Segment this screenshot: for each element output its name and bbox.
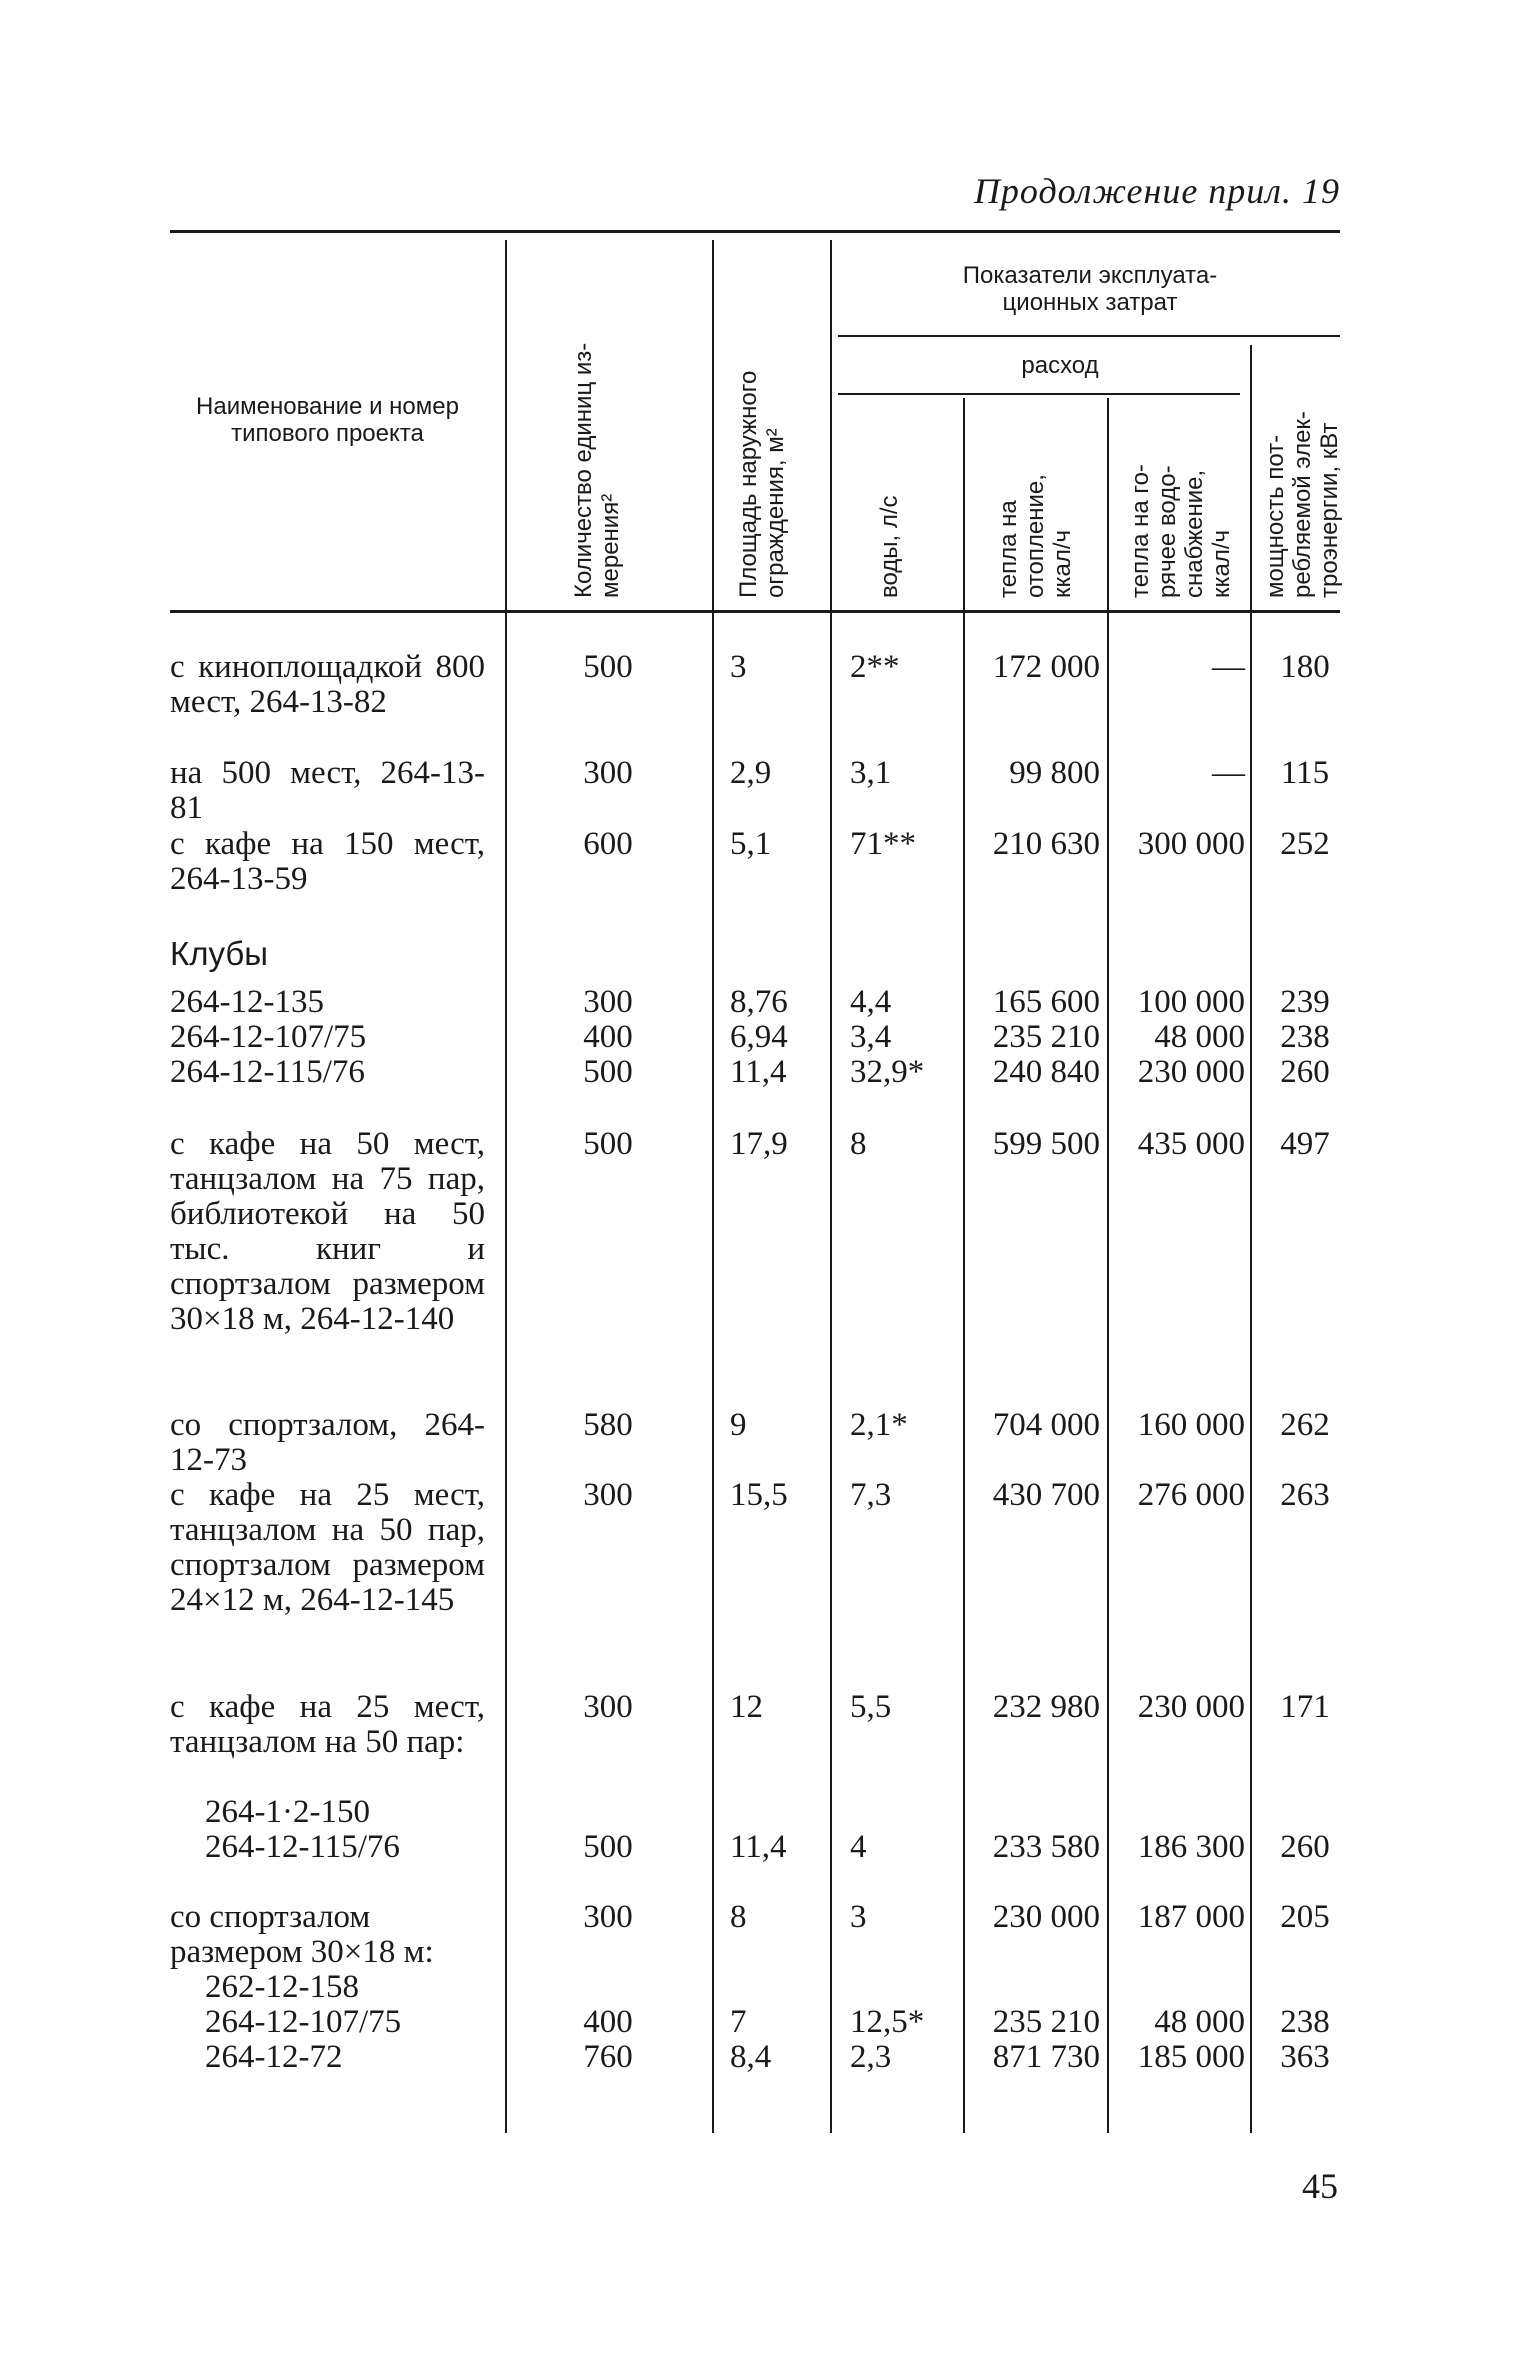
cell-power: 263 xyxy=(1280,1477,1330,1513)
row-name: на 500 мест, 264-13-81 xyxy=(170,755,485,826)
cell-water: 71** xyxy=(850,826,916,862)
cell-water: 12,5* xyxy=(850,2004,925,2040)
cell-power: 260 xyxy=(1280,1054,1330,1090)
row-name: 264-12-135 xyxy=(170,984,324,1020)
cell-water: 2,3 xyxy=(850,2039,892,2075)
cell-water: 7,3 xyxy=(850,1477,892,1513)
cell-heat: 235 210 xyxy=(992,2004,1100,2040)
cell-power: 260 xyxy=(1280,1829,1330,1865)
cell-heat: 99 800 xyxy=(1009,755,1100,791)
cell-water: 4 xyxy=(850,1829,867,1865)
cell-units: 600 xyxy=(583,826,633,862)
cell-hotwater: 230 000 xyxy=(1137,1054,1245,1090)
cell-units: 300 xyxy=(583,1477,633,1513)
header-power: мощность пот- ребляемой элек- троэнергии, кВт xyxy=(1262,411,1343,598)
row-name: с кафе на 25 мест, танцзалом на 50 пар: xyxy=(170,1689,485,1760)
cell-hotwater: 300 000 xyxy=(1137,826,1245,862)
row-name: 264-12-115/76 xyxy=(170,1054,365,1090)
cell-area: 8,76 xyxy=(730,984,788,1020)
cell-hotwater: 186 300 xyxy=(1137,1829,1245,1865)
cell-power: 180 xyxy=(1280,649,1330,685)
cell-units: 300 xyxy=(583,1899,633,1935)
cell-area: 2,9 xyxy=(730,755,772,791)
cell-heat: 230 000 xyxy=(992,1899,1100,1935)
cell-hotwater: 435 000 xyxy=(1137,1126,1245,1162)
cell-units: 300 xyxy=(583,1689,633,1725)
top-rule xyxy=(170,230,1340,233)
cell-hotwater: 185 000 xyxy=(1137,2039,1245,2075)
cell-area: 8 xyxy=(730,1899,747,1935)
cell-water: 5,5 xyxy=(850,1689,892,1725)
cell-heat: 210 630 xyxy=(992,826,1100,862)
col-divider-1 xyxy=(505,240,507,2133)
cell-heat: 235 210 xyxy=(992,1019,1100,1055)
page-number: 45 xyxy=(1302,2166,1338,2206)
row-name: с киноплощадкой 800 мест, 264-13-82 xyxy=(170,649,485,720)
cell-area: 15,5 xyxy=(730,1477,788,1513)
cell-power: 205 xyxy=(1280,1899,1330,1935)
row-name: 264-12-107/75 xyxy=(170,1019,367,1055)
cell-power: 497 xyxy=(1280,1126,1330,1162)
cell-units: 300 xyxy=(583,755,633,791)
row-name: со спортзалом размером 30×18 м: xyxy=(170,1899,434,1970)
cell-area: 9 xyxy=(730,1407,747,1443)
row-subname: 264-1·2-150 xyxy=(205,1794,370,1830)
cell-water: 4,4 xyxy=(850,984,892,1020)
cell-heat: 430 700 xyxy=(992,1477,1100,1513)
row-name: со спортзалом, 264-12-73 xyxy=(170,1407,485,1478)
header-bottom-rule xyxy=(170,610,1340,613)
cell-hotwater: 48 000 xyxy=(1154,1019,1245,1055)
cell-power: 262 xyxy=(1280,1407,1330,1443)
cell-heat: 165 600 xyxy=(992,984,1100,1020)
col-divider-2 xyxy=(712,240,714,2133)
cell-units: 580 xyxy=(583,1407,633,1443)
cell-units: 500 xyxy=(583,1054,633,1090)
row-subname: 262-12-158 xyxy=(205,1969,359,2005)
row-name: с кафе на 150 мест, 264-13-59 xyxy=(170,826,485,897)
cell-water: 32,9* xyxy=(850,1054,925,1090)
cell-heat: 240 840 xyxy=(992,1054,1100,1090)
cell-power: 363 xyxy=(1280,2039,1330,2075)
cell-heat: 871 730 xyxy=(992,2039,1100,2075)
cell-hotwater: 160 000 xyxy=(1137,1407,1245,1443)
cell-power: 252 xyxy=(1280,826,1330,862)
cell-area: 5,1 xyxy=(730,826,772,862)
cell-units: 760 xyxy=(583,2039,633,2075)
cell-heat: 599 500 xyxy=(992,1126,1100,1162)
header-area: Площадь наружного ограждения, м² xyxy=(735,370,789,598)
cell-hotwater: 187 000 xyxy=(1137,1899,1245,1935)
header-units: Количество единиц из- мерения² xyxy=(570,342,624,598)
cell-water: 2,1* xyxy=(850,1407,908,1443)
cell-area: 11,4 xyxy=(730,1829,787,1865)
col-divider-5 xyxy=(1107,398,1109,2133)
cell-units: 400 xyxy=(583,1019,633,1055)
consumption-rule xyxy=(838,393,1240,395)
cell-heat: 232 980 xyxy=(992,1689,1100,1725)
cell-water: 3,4 xyxy=(850,1019,892,1055)
cell-heat: 704 000 xyxy=(992,1407,1100,1443)
row-name: 264-12-107/75 xyxy=(205,2004,402,2040)
cell-hotwater: 48 000 xyxy=(1154,2004,1245,2040)
row-name: 264-12-72 xyxy=(205,2039,343,2075)
cell-area: 3 xyxy=(730,649,747,685)
continuation-caption: Продолжение прил. 19 xyxy=(973,171,1340,211)
cell-water: 2** xyxy=(850,649,900,685)
cell-area: 6,94 xyxy=(730,1019,788,1055)
cell-power: 115 xyxy=(1280,755,1330,791)
cell-power: 239 xyxy=(1280,984,1330,1020)
cell-area: 7 xyxy=(730,2004,747,2040)
group-rule xyxy=(838,335,1340,337)
cell-area: 8,4 xyxy=(730,2039,772,2075)
header-name: Наименование и номер типового проекта xyxy=(196,393,459,447)
col-divider-6 xyxy=(1250,345,1252,2133)
section-heading: Клубы xyxy=(170,935,268,972)
cell-heat: 233 580 xyxy=(992,1829,1100,1865)
header-group: Показатели эксплуата- ционных затрат xyxy=(962,262,1218,316)
cell-units: 500 xyxy=(583,1829,633,1865)
cell-power: 238 xyxy=(1280,2004,1330,2040)
row-name: 264-12-115/76 xyxy=(205,1829,400,1865)
cell-units: 500 xyxy=(583,649,633,685)
cell-water: 8 xyxy=(850,1126,867,1162)
cell-area: 11,4 xyxy=(730,1054,787,1090)
header-heat-heating: тепла на отопление, ккал/ч xyxy=(995,474,1076,598)
cell-hotwater: 100 000 xyxy=(1137,984,1245,1020)
cell-hotwater: 276 000 xyxy=(1137,1477,1245,1513)
cell-hotwater: — xyxy=(1212,649,1245,685)
cell-water: 3 xyxy=(850,1899,867,1935)
cell-power: 171 xyxy=(1280,1689,1330,1725)
cell-units: 400 xyxy=(583,2004,633,2040)
cell-area: 17,9 xyxy=(730,1126,788,1162)
cell-area: 12 xyxy=(730,1689,763,1725)
cell-heat: 172 000 xyxy=(992,649,1100,685)
cell-units: 500 xyxy=(583,1126,633,1162)
header-consumption: расход xyxy=(1021,352,1099,379)
header-heat-hotwater: тепла на го- рячее водо- снабжение, ккал/ч xyxy=(1127,464,1235,598)
cell-hotwater: 230 000 xyxy=(1137,1689,1245,1725)
cell-units: 300 xyxy=(583,984,633,1020)
cell-hotwater: — xyxy=(1212,755,1245,791)
cell-power: 238 xyxy=(1280,1019,1330,1055)
row-name: с кафе на 25 мест, танцзалом на 50 пар, спортзалом размером 24×12 м, 264-12-145 xyxy=(170,1477,485,1618)
cell-water: 3,1 xyxy=(850,755,892,791)
row-name: с кафе на 50 мест, танцзалом на 75 пар, библиотекой на 50 тыс. книг и спортзалом размером 30×18 м, 264-12-140 xyxy=(170,1126,485,1337)
col-divider-4 xyxy=(963,398,965,2133)
header-water: воды, л/с xyxy=(876,495,903,598)
